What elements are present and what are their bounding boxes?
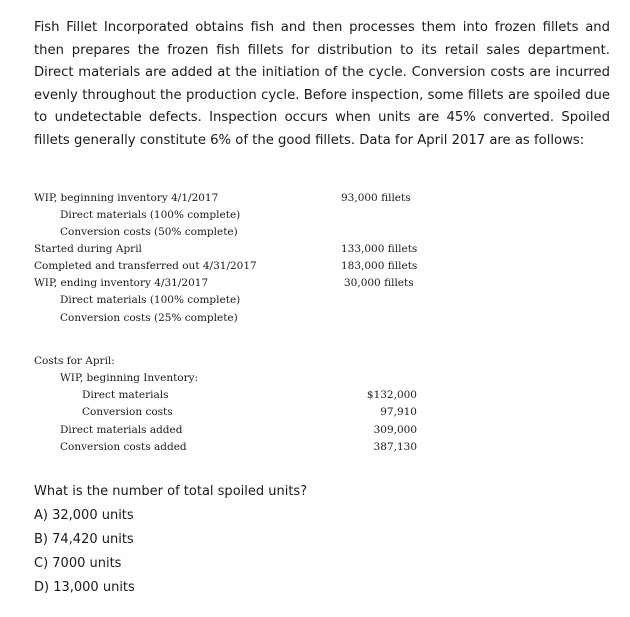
units-row-label: WIP, beginning inventory 4/1/2017 [34,192,219,204]
units-row-label: Conversion costs (50% complete) [60,226,238,238]
units-row-label: Direct materials (100% complete) [60,294,241,306]
problem-statement: Fish Fillet Incorporated obtains fish and then processes them into frozen fillets and then prepares the frozen fish fillets for distribution to its retail sales department. Direct materials are added at the initiation of the cycle. Conversion costs are incurred evenly throughout the production cycle. Before inspection, some fillets are spoiled due to undetectable defects. Inspection occurs when units are 45% converted. Spoiled fillets generally constitute 6% of the good fillets. Data for April 2017 are as follows: [34,20,610,148]
costs-row-label: Direct materials added [60,424,183,436]
units-row-label: Conversion costs (25% complete) [60,312,238,324]
option-d[interactable]: D) 13,000 units [34,580,135,595]
units-row-label: Completed and transferred out 4/31/2017 [34,260,257,272]
units-row-value: 133,000 fillets [341,243,418,255]
costs-row-value: 97,910 [380,406,417,418]
costs-row-value: 387,130 [373,441,417,453]
costs-row-value: 309,000 [373,424,417,436]
units-row-label: Started during April [34,243,142,255]
question-text: What is the number of total spoiled units? [34,484,308,499]
units-row-value: 30,000 fillets [344,277,414,289]
units-row-value: 183,000 fillets [341,260,418,272]
units-row-label: WIP, ending inventory 4/31/2017 [34,277,209,289]
costs-row-label: Direct materials [82,389,169,401]
units-row-label: Direct materials (100% complete) [60,209,241,221]
costs-heading: Costs for April: [34,355,115,367]
option-c[interactable]: C) 7000 units [34,556,122,571]
costs-row-label: Conversion costs added [60,441,187,453]
option-b[interactable]: B) 74,420 units [34,532,134,547]
units-row-value: 93,000 fillets [341,192,411,204]
costs-row-label: Conversion costs [82,406,173,418]
costs-subheading: WIP, beginning Inventory: [60,372,199,384]
costs-row-value: $132,000 [366,389,417,401]
option-a[interactable]: A) 32,000 units [34,508,134,523]
